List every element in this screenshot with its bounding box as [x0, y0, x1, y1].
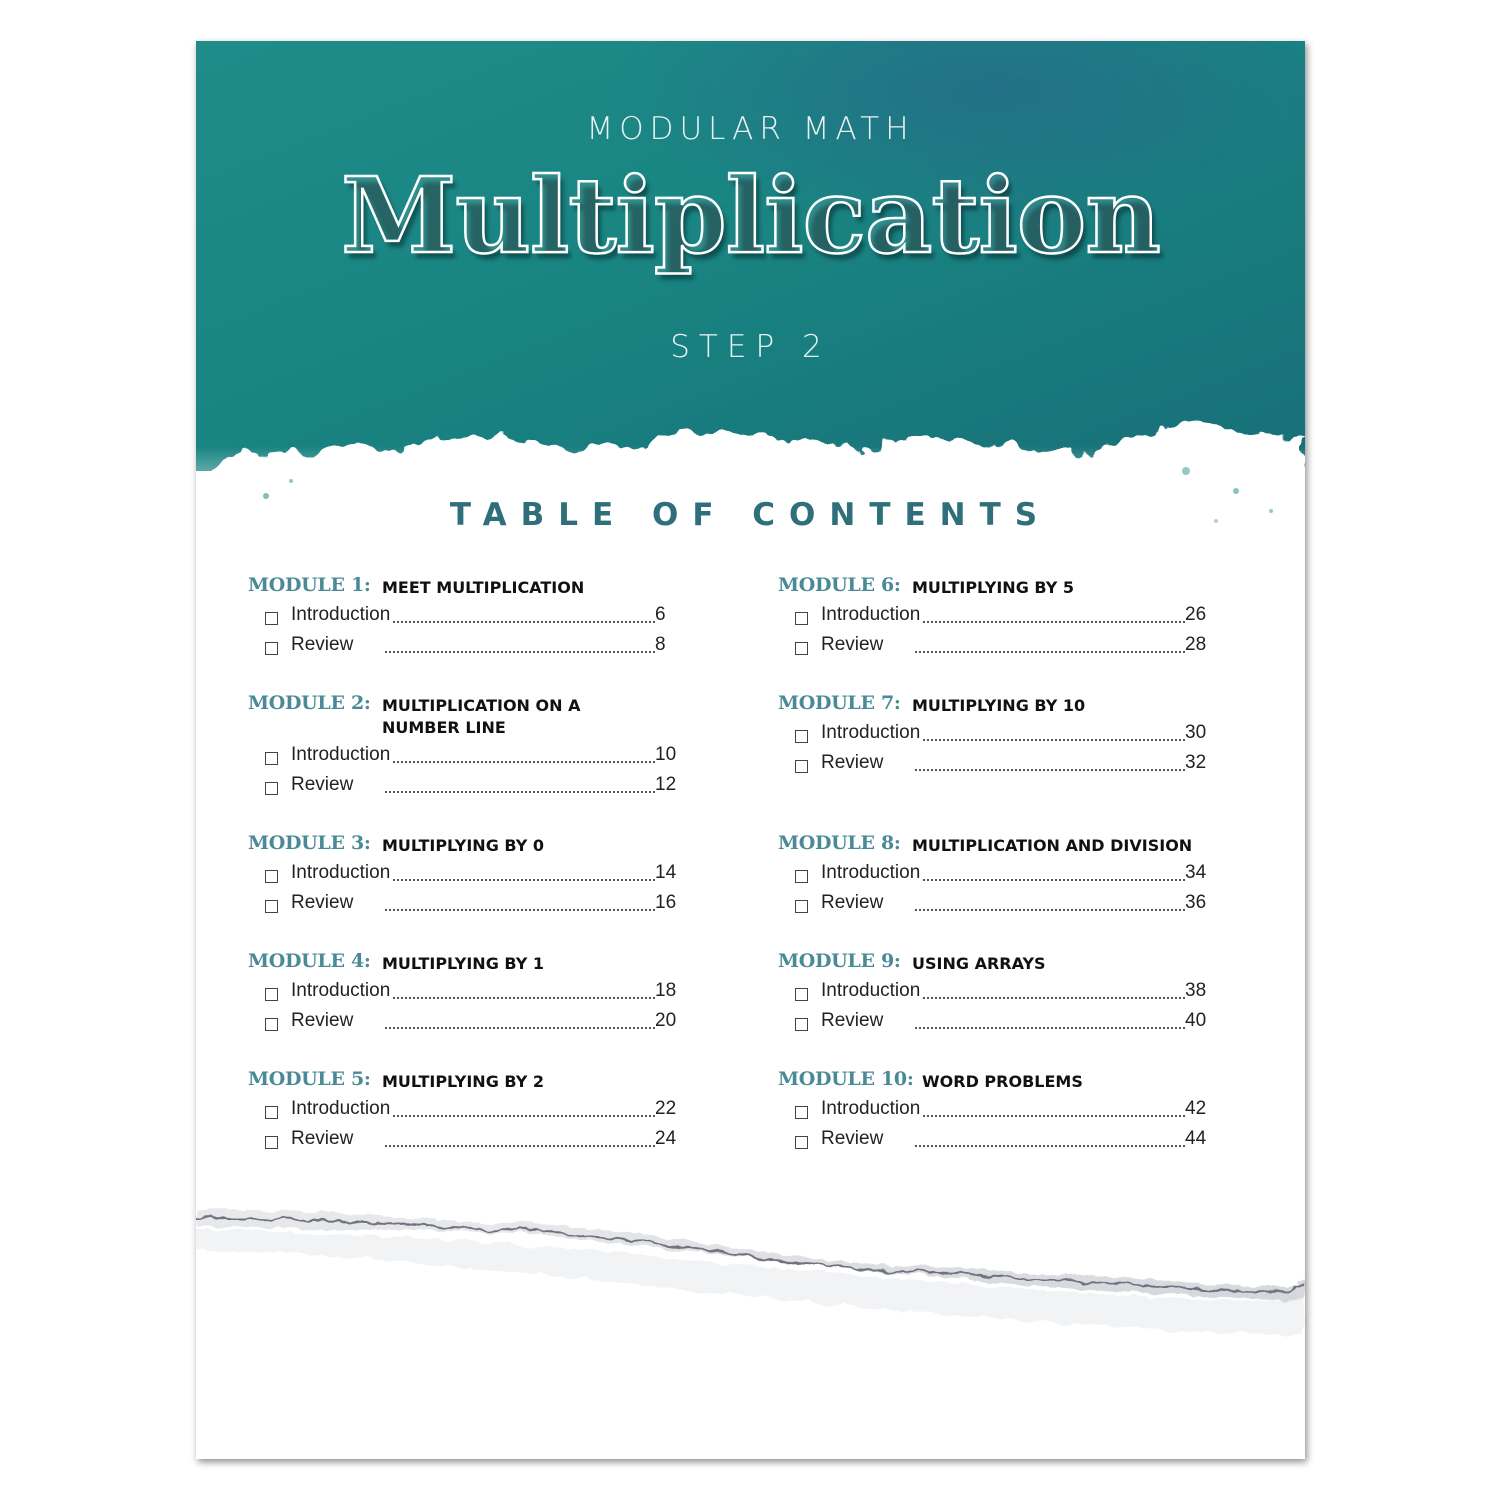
item-label: Review: [291, 1128, 356, 1150]
checkbox[interactable]: [265, 988, 278, 1001]
item-label: Review: [291, 774, 356, 796]
checkbox[interactable]: [795, 760, 808, 773]
item-label: Review: [291, 634, 356, 656]
dot-leader: [915, 621, 1185, 623]
module-title: WORD PROBLEMS: [922, 1072, 1083, 1091]
dot-leader: [385, 1145, 655, 1147]
dot-leader: [915, 1145, 1185, 1147]
toc-item[interactable]: [795, 601, 1235, 631]
toc-item[interactable]: [795, 631, 1235, 661]
dot-leader: [915, 1115, 1185, 1117]
module-entry: [248, 829, 728, 947]
item-label: Introduction: [821, 722, 923, 744]
dot-leader: [385, 997, 655, 999]
checkbox[interactable]: [265, 612, 278, 625]
toc-item[interactable]: [265, 601, 705, 631]
checkbox[interactable]: [795, 988, 808, 1001]
item-label: Introduction: [821, 1098, 923, 1120]
item-label: Introduction: [821, 980, 923, 1002]
toc-item[interactable]: [265, 1007, 705, 1037]
toc-item[interactable]: [795, 1125, 1235, 1155]
checkbox[interactable]: [795, 642, 808, 655]
checkbox[interactable]: [795, 1136, 808, 1149]
checkbox[interactable]: [795, 730, 808, 743]
checkbox[interactable]: [265, 642, 278, 655]
dot-leader: [915, 879, 1185, 881]
toc-item[interactable]: [265, 1095, 705, 1125]
page-number: 24: [655, 1128, 677, 1149]
toc-left-column: [248, 571, 728, 1183]
module-number: MODULE 6:: [778, 574, 901, 596]
module-entry: [778, 571, 1258, 689]
item-label: Introduction: [291, 1098, 393, 1120]
module-number: MODULE 8:: [778, 832, 901, 854]
module-title: MULTIPLYING BY 5: [912, 578, 1074, 597]
dot-leader: [915, 997, 1185, 999]
module-entry: [248, 689, 728, 829]
module-number: MODULE 10:: [778, 1068, 914, 1090]
module-title: MULTIPLICATION ON A NUMBER LINE: [382, 696, 581, 737]
module-entry: [778, 689, 1258, 829]
toc-item[interactable]: [265, 859, 705, 889]
toc-item[interactable]: [795, 1007, 1235, 1037]
checkbox[interactable]: [795, 870, 808, 883]
page-number: 22: [655, 1098, 677, 1119]
dot-leader: [385, 879, 655, 881]
page-number: 20: [655, 1010, 677, 1031]
checkbox[interactable]: [265, 870, 278, 883]
page-number: 44: [1185, 1128, 1207, 1149]
page-number: 38: [1185, 980, 1207, 1001]
toc-right-column: [778, 571, 1258, 1183]
toc-item[interactable]: [795, 719, 1235, 749]
page-number: 28: [1185, 634, 1207, 655]
item-label: Review: [821, 1010, 886, 1032]
module-title: USING ARRAYS: [912, 954, 1046, 973]
book-title: Multiplication: [341, 154, 1160, 277]
checkbox[interactable]: [795, 900, 808, 913]
item-label: Review: [291, 892, 356, 914]
page-number: 42: [1185, 1098, 1207, 1119]
module-number: MODULE 3:: [248, 832, 371, 854]
checkbox[interactable]: [265, 1018, 278, 1031]
dot-leader: [915, 651, 1185, 653]
item-label: Review: [821, 752, 886, 774]
item-label: Review: [291, 1010, 356, 1032]
page-number: 32: [1185, 752, 1207, 773]
item-label: Introduction: [291, 862, 393, 884]
module-title: MULTIPLYING BY 0: [382, 836, 544, 855]
toc-item[interactable]: [795, 1095, 1235, 1125]
dot-leader: [385, 1115, 655, 1117]
module-number: MODULE 7:: [778, 692, 901, 714]
page-number: 36: [1185, 892, 1207, 913]
page-number: 40: [1185, 1010, 1207, 1031]
page-number: 14: [655, 862, 677, 883]
checkbox[interactable]: [265, 1136, 278, 1149]
module-entry: [248, 571, 728, 689]
toc-item[interactable]: [265, 1125, 705, 1155]
page-number: 8: [655, 634, 666, 655]
dot-leader: [915, 769, 1185, 771]
dot-leader: [385, 909, 655, 911]
step-label: STEP 2: [670, 329, 831, 365]
page-number: 30: [1185, 722, 1207, 743]
module-title: MEET MULTIPLICATION: [382, 578, 585, 597]
series-title: MODULAR MATH: [586, 111, 915, 147]
dot-leader: [385, 761, 655, 763]
item-label: Review: [821, 1128, 886, 1150]
dot-leader: [915, 1027, 1185, 1029]
toc-item[interactable]: [265, 889, 705, 919]
toc-item[interactable]: [795, 859, 1235, 889]
page-number: 10: [655, 744, 677, 765]
page-number: 34: [1185, 862, 1207, 883]
checkbox[interactable]: [795, 1106, 808, 1119]
toc-heading: TABLE OF CONTENTS: [449, 497, 1052, 533]
module-number: MODULE 4:: [248, 950, 371, 972]
item-label: Introduction: [291, 604, 393, 626]
item-label: Introduction: [821, 604, 923, 626]
page-number: 12: [655, 774, 677, 795]
checkbox[interactable]: [265, 900, 278, 913]
checkbox[interactable]: [265, 782, 278, 795]
item-label: Introduction: [291, 980, 393, 1002]
item-label: Review: [821, 892, 886, 914]
module-entry: [778, 829, 1258, 947]
checkbox[interactable]: [265, 752, 278, 765]
checkbox[interactable]: [795, 612, 808, 625]
toc-item[interactable]: [265, 977, 705, 1007]
dot-leader: [385, 621, 655, 623]
module-title: MULTIPLYING BY 10: [912, 696, 1086, 715]
toc-item[interactable]: [265, 631, 705, 661]
item-label: Introduction: [821, 862, 923, 884]
page-number: 6: [655, 604, 666, 625]
module-entry: [778, 947, 1258, 1065]
page-number: 16: [655, 892, 677, 913]
dot-leader: [915, 909, 1185, 911]
dot-leader: [385, 791, 655, 793]
checkbox[interactable]: [265, 1106, 278, 1119]
toc-item[interactable]: [265, 741, 705, 771]
module-entry: [248, 947, 728, 1065]
module-number: MODULE 1:: [248, 574, 371, 596]
checkbox[interactable]: [795, 1018, 808, 1031]
document-page: [196, 41, 1305, 1459]
module-title: MULTIPLYING BY 1: [382, 954, 544, 973]
toc-item[interactable]: [795, 977, 1235, 1007]
item-label: Introduction: [291, 744, 393, 766]
dot-leader: [385, 1027, 655, 1029]
item-label: Review: [821, 634, 886, 656]
module-number: MODULE 9:: [778, 950, 901, 972]
module-number: MODULE 5:: [248, 1068, 371, 1090]
dot-leader: [915, 739, 1185, 741]
dot-leader: [385, 651, 655, 653]
module-number: MODULE 2:: [248, 692, 371, 714]
module-title: MULTIPLICATION AND DIVISION: [912, 836, 1193, 855]
torn-paper-decoration: [196, 1161, 1305, 1459]
page-number: 18: [655, 980, 677, 1001]
toc-item[interactable]: [795, 749, 1235, 779]
toc-item[interactable]: [795, 889, 1235, 919]
module-title: MULTIPLYING BY 2: [382, 1072, 544, 1091]
toc-item[interactable]: [265, 771, 705, 801]
page-number: 26: [1185, 604, 1207, 625]
